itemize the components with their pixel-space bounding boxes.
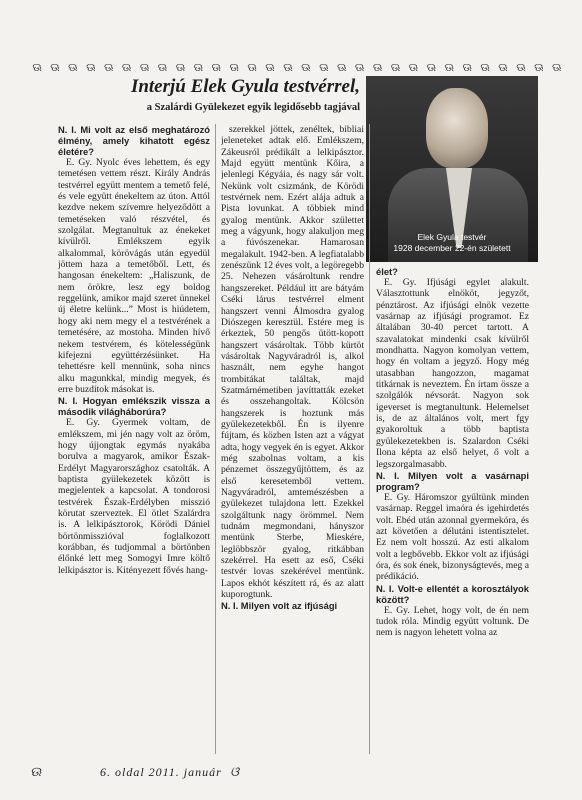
interview-answer: E. Gy. Háromszor gyűltünk minden vasárnap. Reggel imaóra és igehirdetés volt. Ebéd után azonnal gyermekóra, és azt követően a délutáni istentisztelet. Ez nem volt hosszú. Az esti alkalom volt a legbővebb. Ekkor volt az ifjúsági óra, és sok ének, bizonyságtevés, meg a prédikáció.	[376, 491, 529, 583]
ornament-glyph: ଊ	[426, 62, 436, 74]
ornament-glyph: ଊ	[319, 62, 329, 74]
ornament-glyph: ଊ	[354, 62, 365, 74]
photo-caption	[366, 232, 538, 254]
interview-question: N. I. Hogyan emlékszik vissza a második világháborúra?	[58, 395, 210, 418]
ornament-glyph: ଊ	[265, 62, 275, 74]
ornament-glyph: ଊ	[211, 62, 221, 74]
caption-birth: 1928 december 22-én született	[393, 243, 511, 253]
ornament-glyph: ଊ	[157, 62, 168, 74]
interview-answer: E. Gy. Nyolc éves lehettem, és egy temetésen vettem részt. Király András testvérrel együtt mentem a temető felé, és vele együtt énekeltem az úton. Attól kezdve nekem szívemre helyeződött a temetéseken való részvétel, és szolgálat. Megtanultuk az énekeket kívülről. Emlékszem egyik alkalommal, körövágás után egyedül jöttem haza a temetőből. Lett, és hangosan énekeltem: „Haliszunk, de nem örökre, lesz egy boldog reggelünk, amikor majd szeret ünnekel új életre kelünk...” Most is hiúdetem, hogy aki nem megy el a testvérének a temetésére, az mostoha. Minden hívő nekem testvérem, és kötelességünk kifejezni együttérzésünket. Ha tehettésre kell mennünk, soha nincs alku magunkkal, mindig megyek, és erre buzdítok másokat is.	[58, 157, 210, 395]
ornament-glyph: ଊ	[229, 62, 239, 74]
interview-question: N. I. Milyen volt az ifjúsági	[221, 600, 338, 612]
caption-name: Elek Gyula testvér	[417, 232, 487, 242]
ornament-glyph: ଊ	[301, 62, 311, 74]
interview-answer: E. Gy. Gyermek voltam, de emlékszem, mi jén nagy volt az öröm, hogy újjongtak egymás nyakába borulva a magyarok, amikor Észak-Erdélyt Magyarországhoz csatolták. A baptista gyülekezetek között is megjelentek a kapcsolat. A tondorosi testvérek Észak-Erdélyben misszió körutat szerveztek. El ötlet Szalárdra is. A lelkipásztorok, Körödi Dániel börtönmisszióval foglalkozott korábban, és tudjommal a börtönben élőnké lett meg Somogyi Imre költő lelkipásztor is. Kitényezett fővés hang-	[58, 417, 210, 576]
ornament-glyph: ଊ	[516, 62, 526, 74]
ornament-glyph: ଊ	[68, 62, 78, 74]
footer-ornament-left: ଊ	[30, 764, 42, 779]
text-column-1	[58, 124, 210, 754]
ornament-glyph: ଊ	[121, 62, 132, 74]
text-column-3	[376, 266, 529, 754]
ornament-glyph: ଊ	[104, 62, 114, 74]
ornament-glyph: ଊ	[86, 62, 96, 74]
ornament-glyph: ଊ	[444, 62, 454, 74]
article-subtitle: a Szalárdi Gyülekezet egyik legidősebb tagjával	[146, 102, 360, 113]
text-column-2	[221, 124, 364, 754]
footer-page-info: 6. oldal 2011. január	[100, 765, 222, 779]
interview-question: N. I. Volt-e ellentét a korosztályok között?	[376, 582, 529, 605]
article-header	[60, 76, 360, 113]
column-divider	[215, 124, 216, 754]
interview-question: N. I. Milyen volt a vasárnapi program?	[376, 469, 529, 492]
ornament-glyph: ଊ	[372, 62, 383, 74]
ornament-glyph: ଊ	[139, 62, 150, 74]
page-footer	[30, 764, 564, 780]
ornament-glyph: ଊ	[552, 62, 562, 74]
article-title: Interjú Elek Gyula testvérrel,	[130, 76, 360, 97]
interview-question: N. I. Mi volt az első meghatározó élmény, amely kihatott egész életére?	[58, 124, 210, 157]
column-divider	[369, 124, 370, 754]
ornament-glyph: ଊ	[336, 62, 347, 74]
interview-question: élet?	[376, 266, 398, 277]
ornament-glyph: ଊ	[534, 62, 544, 74]
ornament-glyph: ଊ	[50, 62, 60, 74]
ornament-glyph: ଊ	[247, 62, 257, 74]
ornament-glyph: ଊ	[32, 62, 42, 74]
ornament-border-top	[30, 62, 564, 74]
ornament-glyph: ଊ	[175, 62, 186, 74]
ornament-glyph: ଊ	[480, 62, 490, 74]
interview-answer: E. Gy. Lehet, hogy volt, de én nem tudok róla. Mindig együtt voltunk. De nem is nagyon lehetett volna az	[376, 604, 529, 639]
ornament-glyph: ଊ	[408, 62, 419, 74]
ornament-glyph: ଊ	[283, 62, 293, 74]
portrait-photo	[366, 76, 538, 262]
ornament-glyph: ଊ	[498, 62, 508, 74]
ornament-glyph: ଊ	[193, 62, 203, 74]
footer-ornament-right: ଓ	[230, 764, 239, 779]
interview-answer: szerekkel jöttek, zenéltek, bibliai jeleneteket adtak elő. Emlékszem, Zákeusról prédikált a lelkipásztor. Majd együtt mentünk Kőira, a jelenlegi Kégyáia, és nagy sár volt. Nekünk volt csizmánk, de Körödi testvérnek nem. Ezért alája adtuk a Pista lovunkat. A többiek mind gyalog mentünk. Akkor születtet meg a vágyunk, hogy alakuljon meg a fúvószenekar. Hamarosan megalakult. 1942-ben. A legfiatalabb zenészünk 12 éves volt, a legöregebb 25. Nehezen vásároltunk rendre hangszereket. Például itt are bátyám Cséki lárus testvérrel elment hangszert venni Álmosdra gyalog Diószegen keresztül. Estére meg is érkeztek, 50 pengős ütött-kopott hangszert vásároltak. Több kürtöt vásároltak Nagyváradról is, alkol használt, nem egyhe hangot trombitákat találtak, majd Szatmárnémetiben javíttatták ezeket és osszehangoltak. Kölcsön hangszerek is hoztunk más gyülekezetekből. Én is ilyenre fújtam, és közben Isten azt a vágyat adta, hogy vegyek én is egyet. Akkor még szabolnas voltam, a kis pénzemet összegyűjtöttem, és az első keresetemből vettem. Nagyváradról, amtemészésben a gyülekezet tulajdona lett. Ezekkel szolgáltunk nagy örömmel. Nem tudnám megmondani, hányszor mentünk Sterbe, Mieskére, leglöbbször gyalog, ritkábban szekérrel. Ha esett az eső, Cséki testvér lovas szekérével mentünk. Lapos ekhót készített rá, és az alatt kuporogtunk.	[221, 124, 364, 601]
ornament-glyph: ଊ	[462, 62, 472, 74]
interview-answer: E. Gy. Ifjúsági egylet alakult. Választottunk elnököt, jegyzőt, pénztárost. Az ifjúsági elnök vezette vasárnap az ifjúsági programot. Ez általában 30-40 percet tartott. A szavalatokat mindenki csak kívülről mondhatta. Nagyon komolyan vettem, hogy én voltam a jegyző. Hogy még utasabban hangozzon, magamat titkárnak is neveztem. Én írtam össze a szolgálók névsorát. Nagyon sok igeverset is megtanultunk. Helemelset is, de az általános volt, mert fgy gyakoroltuk a több baptista gyülekezetekben is. Szalardon Cséki Ilona képta az első helyet, ő volt a legszorgalmasabb.	[376, 277, 529, 470]
ornament-glyph: ଊ	[390, 62, 401, 74]
